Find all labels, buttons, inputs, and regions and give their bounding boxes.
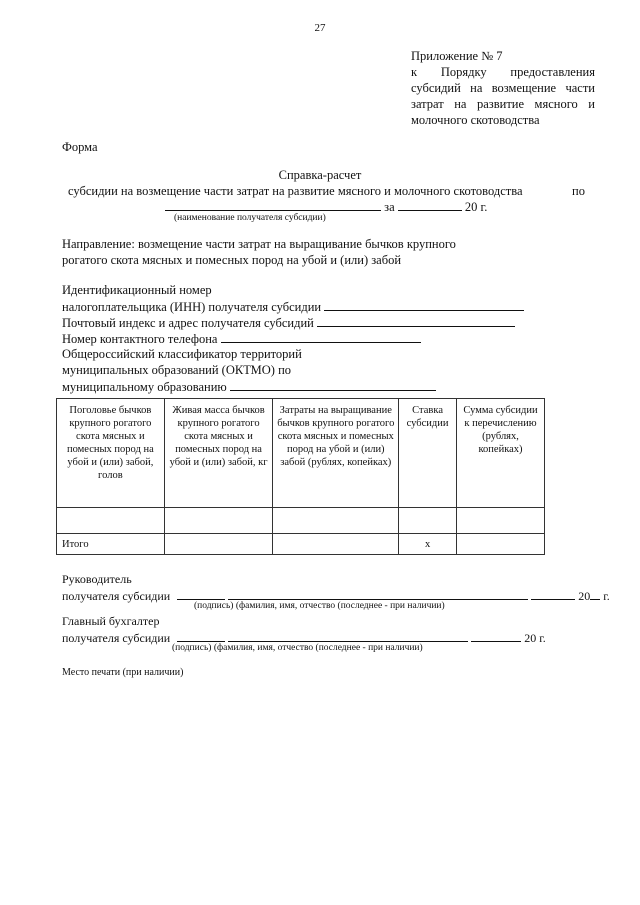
head-name-blank[interactable] [228, 587, 528, 600]
accountant-name-blank[interactable] [228, 629, 468, 642]
table-total-row [57, 534, 545, 555]
address-label: Почтовый индекс и адрес получателя субсидий [62, 316, 314, 330]
accountant-caption: (подпись) (фамилия, имя, отчество (последнее - при наличии) [172, 643, 423, 653]
recipient-name-blank[interactable] [165, 198, 381, 211]
calculation-table [56, 398, 545, 555]
cell-subsidy-amount[interactable] [457, 508, 545, 534]
document-subtitle: субсидии на возмещение части затрат на развитие мясного и молочного скотоводства [68, 184, 523, 198]
table-row [57, 508, 545, 534]
head-caption: (подпись) (фамилия, имя, отчество (последнее - при наличии) [194, 601, 445, 611]
head-year-blank[interactable] [590, 587, 600, 600]
accountant-year-suffix: г. [539, 631, 546, 645]
page-number: 27 [314, 22, 326, 34]
head-signature-blank[interactable] [177, 587, 225, 600]
header-subsidy-amount: Сумма субсидии к перечислению (рублях, копейках) [457, 399, 545, 508]
appendix-line-5: молочного скотоводства [411, 113, 540, 127]
head-date-blank[interactable] [531, 587, 575, 600]
header-live-weight: Живая масса бычков крупного рогатого скота мясных и помесных пород на убой и (или) забой, кг [164, 399, 273, 508]
oktmo-blank[interactable] [230, 378, 436, 391]
head-year: 20 [578, 589, 591, 603]
appendix-header [411, 48, 595, 128]
phone-label: Номер контактного телефона [62, 332, 218, 346]
oktmo-label-1: Общероссийский классификатор территорий [62, 347, 302, 361]
appendix-line-3: субсидий на возмещение части [411, 81, 595, 95]
accountant-label-1: Главный бухгалтер [62, 614, 160, 628]
total-rate-mark: х [399, 534, 457, 555]
inn-blank[interactable] [324, 298, 524, 311]
phone-blank[interactable] [221, 330, 421, 343]
total-label: Итого [57, 534, 165, 555]
oktmo-row [62, 378, 436, 395]
oktmo-label-2: муниципальных образований (ОКТМО) по [62, 363, 292, 377]
cell-costs[interactable] [273, 508, 399, 534]
address-blank[interactable] [317, 314, 515, 327]
cell-rate[interactable] [399, 508, 457, 534]
accountant-date-blank[interactable] [471, 629, 521, 642]
appendix-line-4: затрат на развитие мясного и [411, 97, 595, 111]
inn-label-1: Идентификационный номер [62, 283, 212, 297]
subtitle-po: по [572, 184, 585, 198]
cell-livestock-count[interactable] [57, 508, 165, 534]
accountant-year: 20 [524, 631, 537, 645]
head-label-1: Руководитель [62, 572, 132, 586]
cell-live-weight[interactable] [164, 508, 273, 534]
direction-line-1: Направление: возмещение части затрат на выращивание бычков крупного [62, 237, 456, 251]
inn-row [62, 298, 524, 315]
accountant-signature-blank[interactable] [177, 629, 225, 642]
year-suffix: 20 г. [464, 200, 488, 214]
total-costs[interactable] [273, 534, 399, 555]
recipient-caption: (наименование получателя субсидии) [174, 213, 326, 223]
direction-block [62, 236, 502, 268]
inn-label-2: налогоплательщика (ИНН) получателя субсидии [62, 300, 322, 314]
period-prefix: за [384, 200, 395, 214]
table-header-row [57, 399, 545, 508]
header-costs: Затраты на выращивание бычков крупного рогатого скота мясных и помесных пород на убой и (или) забой (рублях, копейках) [273, 399, 399, 508]
appendix-line-1: Приложение № 7 [411, 49, 503, 63]
head-label-2: получателя субсидии [62, 589, 171, 603]
oktmo-label-3: муниципальному образованию [62, 380, 227, 394]
accountant-label-2: получателя субсидии [62, 631, 171, 645]
head-year-suffix: г. [603, 589, 610, 603]
address-row [62, 314, 515, 331]
appendix-line-2: к Порядку предоставления [411, 65, 595, 79]
phone-row [62, 330, 421, 347]
header-rate: Ставка субсидии [399, 399, 457, 508]
form-label: Форма [62, 140, 98, 154]
total-subsidy-amount[interactable] [457, 534, 545, 555]
total-live-weight[interactable] [164, 534, 273, 555]
header-livestock-count: Поголовье бычков крупного рогатого скота мясных и помесных пород на убой и (или) забой, голов [57, 399, 165, 508]
document-title: Справка-расчет [278, 168, 362, 182]
period-blank[interactable] [398, 198, 462, 211]
direction-line-2: рогатого скота мясных и помесных пород на убой и (или) забой [62, 253, 402, 267]
seal-note: Место печати (при наличии) [62, 667, 184, 678]
